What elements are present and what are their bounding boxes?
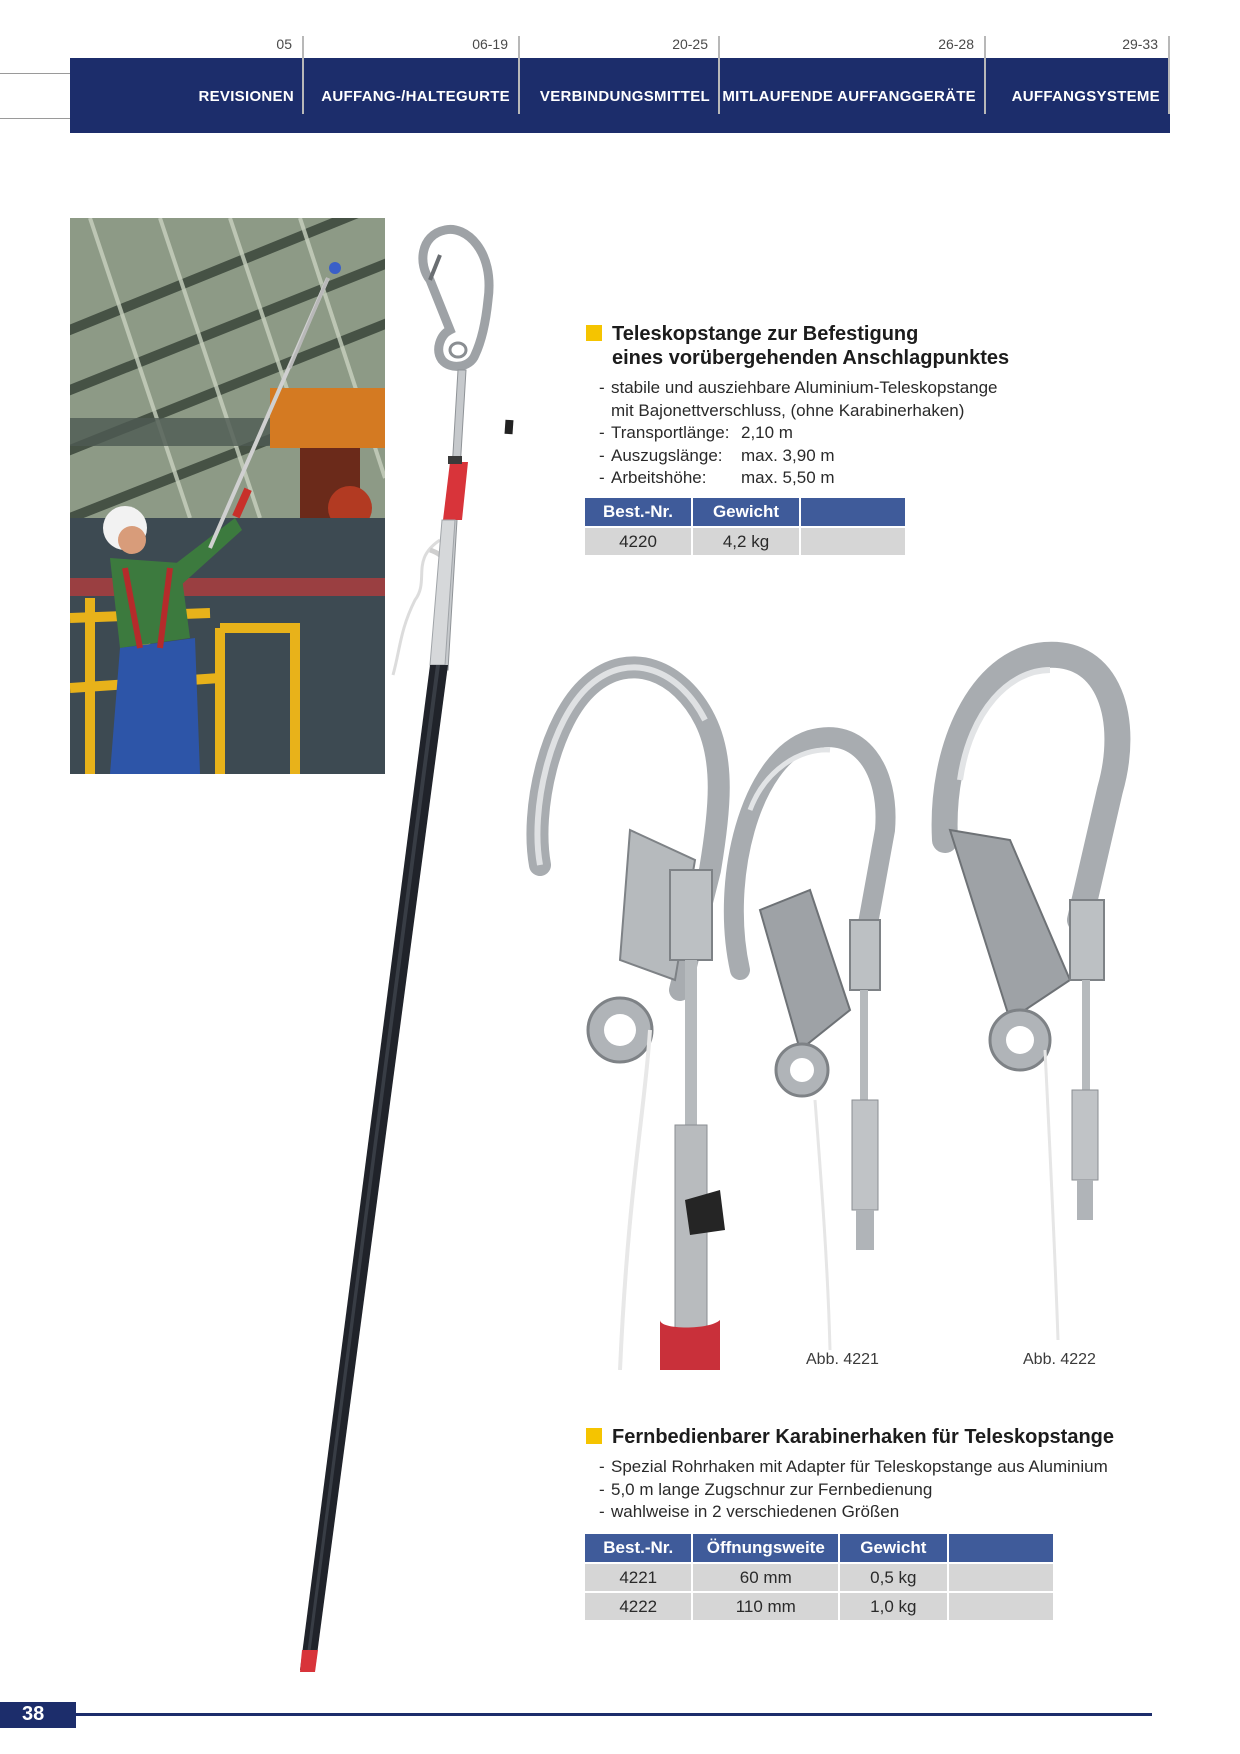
section1-title (612, 322, 1132, 370)
table-header-cell: Öffnungsweite (693, 1534, 840, 1562)
nav-item-mitlaufende-auffanggeraete[interactable] (720, 36, 986, 104)
list-item: - Arbeitshöhe: max. 5,50 m (599, 468, 835, 487)
nav-item-auffangsysteme[interactable] (986, 36, 1170, 104)
table-cell (801, 526, 905, 555)
nav-item-pages: 26-28 (938, 36, 974, 52)
nav-item-pages: 29-33 (1122, 36, 1158, 52)
figure-caption-4221: Abb. 4221 (806, 1351, 879, 1368)
table-row (585, 526, 905, 555)
section2-bullet-list (599, 1456, 1159, 1524)
table-cell (949, 1562, 1053, 1591)
page-number: 38 (22, 1703, 45, 1725)
nav-item-label: MITLAUFENDE AUFFANGGERÄTE (722, 88, 976, 105)
table-header-cell (949, 1534, 1053, 1562)
table-header-cell: Best.-Nr. (585, 1534, 693, 1562)
list-item: - stabile und ausziehbare Aluminium-Teleskopstange (599, 378, 998, 397)
table-header-cell: Best.-Nr. (585, 498, 693, 526)
nav-item-revisionen[interactable] (180, 36, 304, 104)
table-header-row (585, 498, 905, 526)
list-item: - 5,0 m lange Zugschnur zur Fernbedienung (599, 1479, 933, 1499)
section1-bullet-list (599, 377, 1119, 490)
nav-item-label: AUFFANGSYSTEME (1011, 88, 1160, 105)
table-header-cell: Gewicht (693, 498, 801, 526)
section2-title (612, 1425, 1172, 1449)
footer-rule (76, 1713, 1152, 1716)
table-header-cell: Gewicht (840, 1534, 948, 1562)
nav-item-label: REVISIONEN (198, 88, 294, 105)
list-item: - wahlweise in 2 verschiedenen Größen (599, 1502, 900, 1521)
table-cell: 4221 (585, 1562, 693, 1591)
section1-title-line2: eines vorübergehenden Anschlagpunktes (612, 347, 1010, 369)
table-row (585, 1591, 1053, 1620)
nav-item-pages: 05 (276, 36, 292, 52)
list-item: - Spezial Rohrhaken mit Adapter für Teleskopstange aus Aluminium (599, 1457, 1108, 1476)
table-cell (949, 1591, 1053, 1620)
nav-item-pages: 20-25 (672, 36, 708, 52)
figure-caption-4222: Abb. 4222 (1023, 1351, 1096, 1368)
table-cell: 1,0 kg (840, 1591, 948, 1620)
nav-item-pages: 06-19 (472, 36, 508, 52)
table-cell: 4220 (585, 526, 693, 555)
nav-item-label: VERBINDUNGSMITTEL (539, 88, 710, 105)
list-item: - Transportlänge: 2,10 m (599, 423, 793, 442)
yellow-square-icon (586, 1428, 602, 1444)
table-cell: 4222 (585, 1591, 693, 1620)
carabiner-hooks-image (510, 630, 1170, 1370)
header-decoration-lines (0, 73, 70, 119)
table-cell: 110 mm (693, 1591, 840, 1620)
table-cell: 60 mm (693, 1562, 840, 1591)
table-header-cell (801, 498, 905, 526)
section2-title-line1: Fernbedienbarer Karabinerhaken für Teleskopstange (612, 1426, 1115, 1448)
table-cell: 4,2 kg (693, 526, 801, 555)
section1-title-line1: Teleskopstange zur Befestigung (612, 323, 919, 345)
table-row (585, 1562, 1053, 1591)
table-header-row (585, 1534, 1053, 1562)
list-item: mit Bajonettverschluss, (ohne Karabinerhaken) (611, 400, 965, 420)
yellow-square-icon (586, 325, 602, 341)
nav-item-label: AUFFANG-/HALTEGURTE (321, 88, 510, 105)
table-cell: 0,5 kg (840, 1562, 948, 1591)
nav-item-verbindungsmittel[interactable] (520, 36, 720, 104)
nav-separator (1168, 36, 1170, 114)
nav-item-auffang-haltegurte[interactable] (304, 36, 520, 104)
section1-spec-table (585, 498, 905, 555)
list-item: - Auszugslänge: max. 3,90 m (599, 445, 835, 465)
section2-spec-table (585, 1534, 1053, 1620)
